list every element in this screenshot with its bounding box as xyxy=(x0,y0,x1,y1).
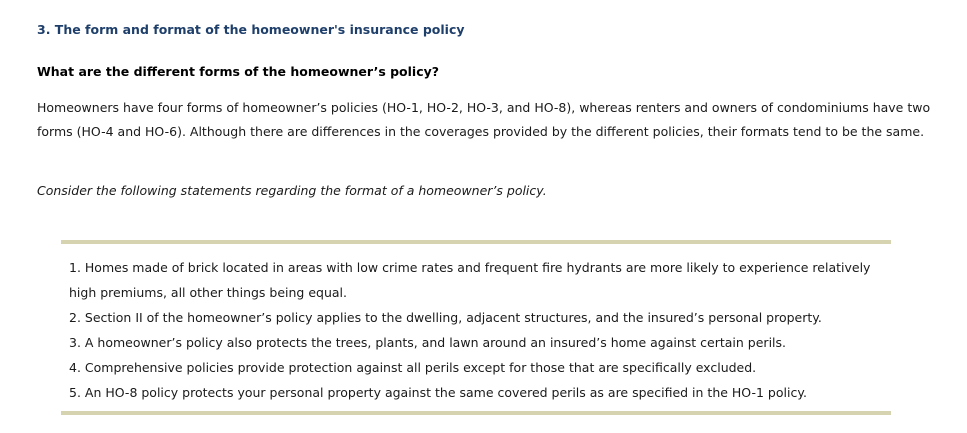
intro-line: Homeowners have four forms of homeowner’s policies (HO-1, HO-2, HO-3, and HO-8), whereas renters and owners of condominiums have two xyxy=(37,100,931,115)
statement-item: 4. Comprehensive policies provide protection against all perils except for those that are specifically excluded. xyxy=(69,360,757,375)
statements-list xyxy=(69,255,884,405)
statement-item-continuation: high premiums, all other things being equal. xyxy=(69,285,347,300)
statement-item: 3. A homeowner’s policy also protects the trees, plants, and lawn around an insured’s home against certain perils. xyxy=(69,335,786,350)
statement-item: 1. Homes made of brick located in areas with low crime rates and frequent fire hydrants are more likely to experience relatively xyxy=(69,260,871,275)
statements-box xyxy=(61,240,891,415)
section-title: 3. The form and format of the homeowner's insurance policy xyxy=(37,22,465,37)
statements-prompt: Consider the following statements regarding the format of a homeowner’s policy. xyxy=(37,183,547,198)
intro-paragraph xyxy=(37,96,942,144)
statement-item: 2. Section II of the homeowner’s policy applies to the dwelling, adjacent structures, and the insured’s personal property. xyxy=(69,310,822,325)
intro-line: forms (HO-4 and HO-6). Although there are differences in the coverages provided by the different policies, their formats tend to be the same. xyxy=(37,124,925,139)
statement-item: 5. An HO-8 policy protects your personal property against the same covered perils as are specified in the HO-1 policy. xyxy=(69,385,807,400)
question-heading: What are the different forms of the homeowner’s policy? xyxy=(37,64,440,79)
